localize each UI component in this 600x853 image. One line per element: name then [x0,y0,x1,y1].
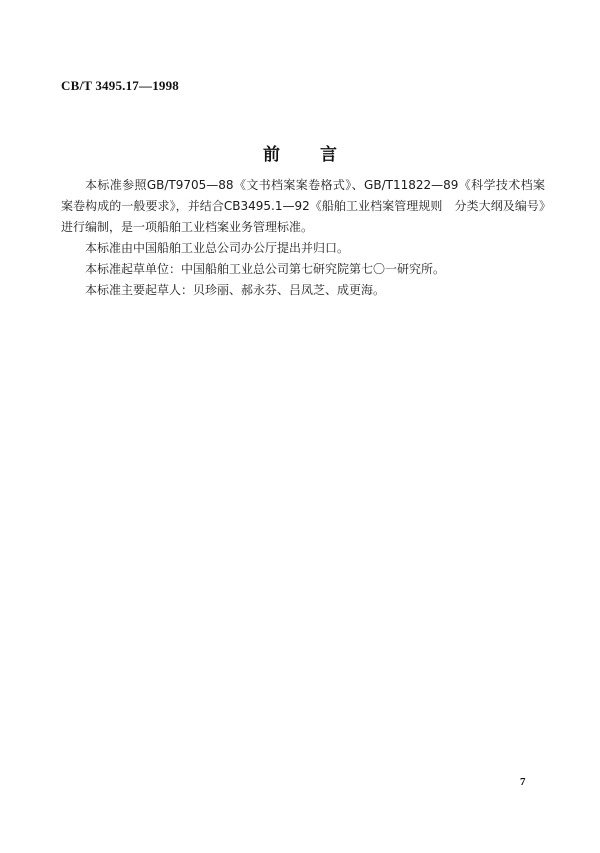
page-number: 7 [520,776,526,788]
paragraph: 本标准起草单位：中国船舶工业总公司第七研究院第七〇一研究所。 [85,262,446,276]
foreword-body [61,175,545,301]
standard-code: CB/T 3495.17—1998 [61,78,180,93]
page-title: 前言 [263,145,377,165]
paragraph: 本标准由中国船舶工业总公司办公厅提出并归口。 [85,241,350,255]
paragraph: 本标准主要起草人：贝珍丽、郝永芬、吕凤芝、成更海。 [85,283,386,297]
paragraph: 本标准参照GB/T9705—88《文书档案案卷格式》、GB/T11822—89《科学技术档案案卷构成的一般要求》，并结合CB3495.1—92《船舶工业档案管理规则 分类大纲及编号》进行编制，是一项船舶工业档案业务管理标准。 [61,178,545,234]
